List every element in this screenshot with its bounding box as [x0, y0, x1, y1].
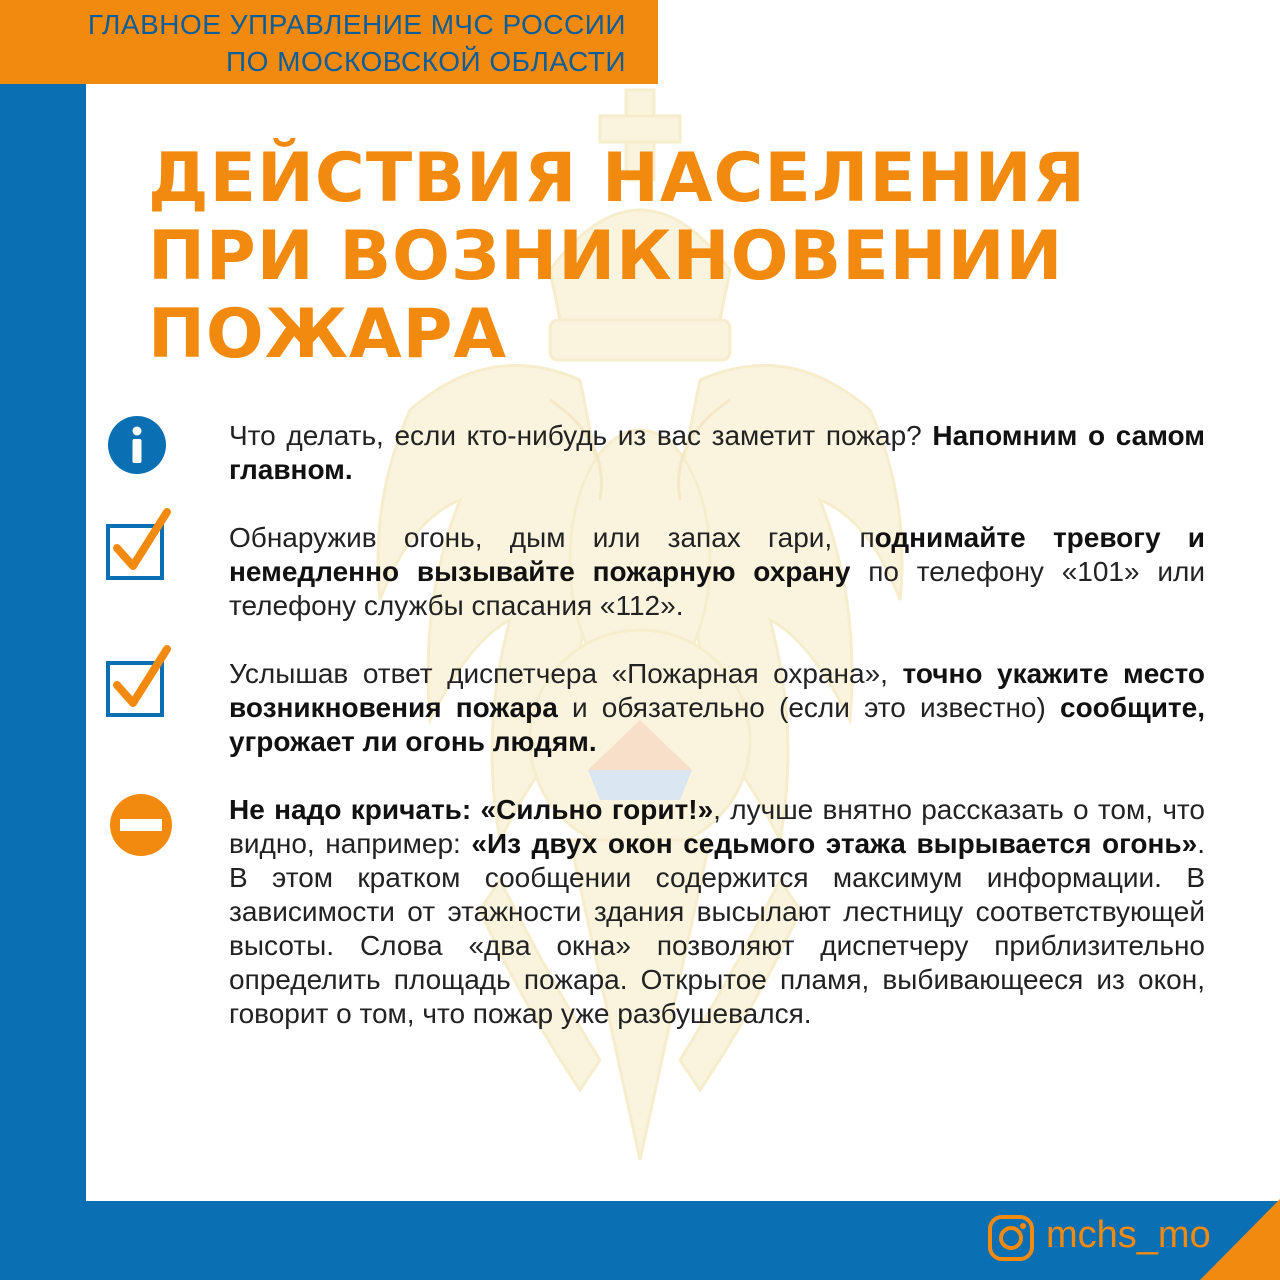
left-accent-bar [0, 0, 86, 1280]
header-band [0, 0, 658, 84]
text-run: , лучше внятно рассказать о том, что видно, например: [229, 794, 1205, 859]
list-item-text [229, 793, 1205, 1031]
checkbox-icon [103, 645, 173, 719]
bold-run: Не надо кричать: «Сильно горит!» [229, 794, 714, 825]
title-line2: ПРИ ВОЗНИКНОВЕНИИ [148, 217, 1064, 296]
bold-run: сообщите, угрожает ли огонь людям. [229, 692, 1205, 757]
bold-run: однимайте тревогу и немедленно вызывайте пожарную охрану [229, 522, 1206, 587]
text-run: Услышав ответ диспетчера «Пожарная охрана», [229, 658, 903, 689]
list-item-text [229, 521, 1205, 623]
text-run: по телефону «101» или телефону службы спасания «112». [229, 556, 1206, 621]
bottom-corner-accent [1200, 1199, 1280, 1280]
instagram-handle[interactable]: mchs_mo [1046, 1214, 1211, 1256]
instagram-icon[interactable] [987, 1214, 1035, 1262]
page-title [148, 140, 1086, 374]
bold-run: точно укажите место возникновения пожара [229, 658, 1205, 723]
list-item-text [229, 657, 1205, 759]
list-item-text [229, 419, 1205, 487]
info-icon [107, 415, 167, 475]
bold-run: Напомним о самом главном. [229, 420, 1205, 485]
title-line1: ДЕЙСТВИЯ НАСЕЛЕНИЯ [148, 139, 1086, 218]
checkbox-icon [103, 508, 173, 582]
text-run: Обнаружив огонь, дым или запах гари, п [229, 522, 875, 553]
text-run: и обязательно (если это известно) [557, 692, 1060, 723]
no-entry-icon [109, 793, 173, 857]
title-line3: ПОЖАРА [148, 295, 508, 374]
bold-run: «Из двух окон седьмого этажа вырывается огонь» [471, 828, 1198, 859]
header-org-line1: ГЛАВНОЕ УПРАВЛЕНИЕ МЧС РОССИИ [87, 9, 626, 40]
text-run: Что делать, если кто-нибудь из вас заметит пожар? [229, 420, 933, 451]
header-org-name [0, 6, 626, 80]
header-org-line2: ПО МОСКОВСКОЙ ОБЛАСТИ [225, 46, 626, 77]
text-run: . В этом кратком сообщении содержится максимум информации. В зависимости от этажности здания высылают лестницу соответствующей высоты. Слова «два окна» позволяют диспетчеру приблизительно определить площадь пожара. Открытое пламя, выбивающееся из окон, говорит о том, что пожар уже разбушевался. [229, 828, 1205, 1029]
